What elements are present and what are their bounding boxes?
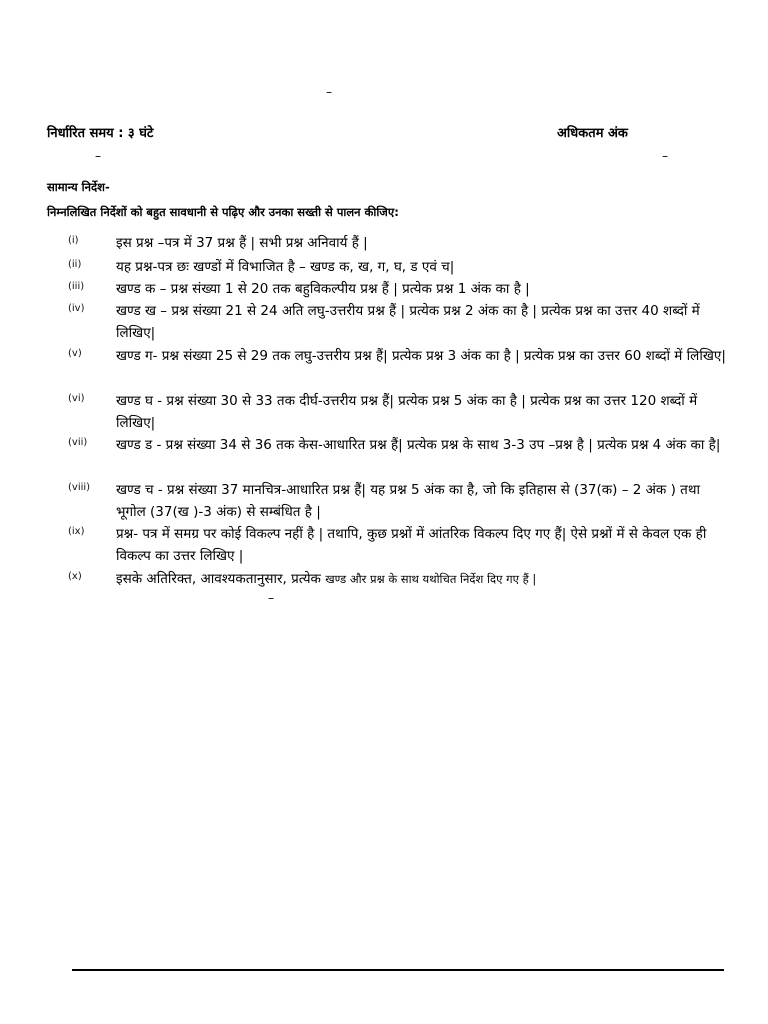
- maximum-marks: अधिकतम अंक: [557, 126, 628, 141]
- item-text-main: इसके अतिरिक्त, आवश्यकतानुसार, प्रत्येक: [116, 571, 326, 587]
- item-text: खण्ड ख – प्रश्न संख्या 21 से 24 अति लघु-उत्तरीय प्रश्न हैं | प्रत्येक प्रश्न 2 अंक का है | प्रत्येक प्रश्न का उत्तर 40 शब्दों में लिखिए|: [116, 303, 700, 341]
- top-dash-mark: –: [326, 85, 332, 99]
- item-number: (ii): [68, 259, 82, 270]
- item-text: खण्ड ड - प्रश्न संख्या 34 से 36 तक केस-आधारित प्रश्न हैं| प्रत्येक प्रश्न के साथ 3-3 उप –प्रश्न है | प्रत्येक प्रश्न 4 अंक का है|: [116, 437, 721, 453]
- item-number: (iii): [68, 281, 85, 292]
- general-instructions-subtitle: निम्नलिखित निर्देशों को बहुत सावधानी से पढ़िए और उनका सख्ती से पालन कीजिए:: [47, 205, 399, 219]
- item-number: (iv): [68, 303, 85, 314]
- item-text: प्रश्न- पत्र में समग्र पर कोई विकल्प नहीं है | तथापि, कुछ प्रश्नों में आंतरिक विकल्प दिए गए हैं| ऐसे प्रश्नों में से केवल एक ही विकल्प का उत्तर लिखिए |: [116, 526, 707, 564]
- item-text: यह प्रश्न-पत्र छः खण्डों में विभाजित है – खण्ड क, ख, ग, घ, ड एवं च|: [116, 259, 455, 275]
- item-text: [116, 568, 726, 590]
- general-instructions-title: सामान्य निर्देश-: [47, 180, 110, 194]
- item-text: खण्ड क – प्रश्न संख्या 1 से 20 तक बहुविकल्पीय प्रश्न हैं | प्रत्येक प्रश्न 1 अंक का है |: [116, 281, 530, 297]
- item-text: खण्ड ग- प्रश्न संख्या 25 से 29 तक लघु-उत्तरीय प्रश्न हैं| प्रत्येक प्रश्न 3 अंक का है | प्रत्येक प्रश्न का उत्तर 60 शब्दों में लिखिए|: [116, 348, 726, 364]
- right-dash-mark: –: [662, 149, 668, 163]
- time-allowed: निर्धारित समय : ३ घंटे: [47, 126, 154, 141]
- item-number: (vi): [68, 393, 85, 404]
- item-number: (v): [68, 348, 82, 359]
- footer-divider: [72, 969, 724, 971]
- item-text: खण्ड घ - प्रश्न संख्या 30 से 33 तक दीर्घ-उत्तरीय प्रश्न हैं| प्रत्येक प्रश्न 5 अंक का है | प्रत्येक प्रश्न का उत्तर 120 शब्दों में लिखिए|: [116, 393, 698, 431]
- item-number: (viii): [68, 482, 91, 493]
- item-text: खण्ड च - प्रश्न संख्या 37 मानचित्र-आधारित प्रश्न हैं| यह प्रश्न 5 अंक का है, जो कि इतिहास से (37(क) – 2 अंक ) तथा भूगोल (37(ख )-3 अंक) से सम्बंधित है |: [116, 482, 700, 520]
- item-number: (ix): [68, 526, 85, 537]
- middle-dash-mark: –: [268, 591, 274, 605]
- item-number: (i): [68, 235, 79, 246]
- item-text-small: खण्ड और प्रश्न के साथ यथोचित निर्देश दिए गए हैं |: [325, 572, 537, 586]
- left-dash-mark: –: [95, 149, 101, 163]
- item-number: (vii): [68, 437, 88, 448]
- item-number: (x): [68, 571, 82, 582]
- item-text: इस प्रश्न –पत्र में 37 प्रश्न हैं | सभी प्रश्न अनिवार्य हैं |: [116, 235, 368, 251]
